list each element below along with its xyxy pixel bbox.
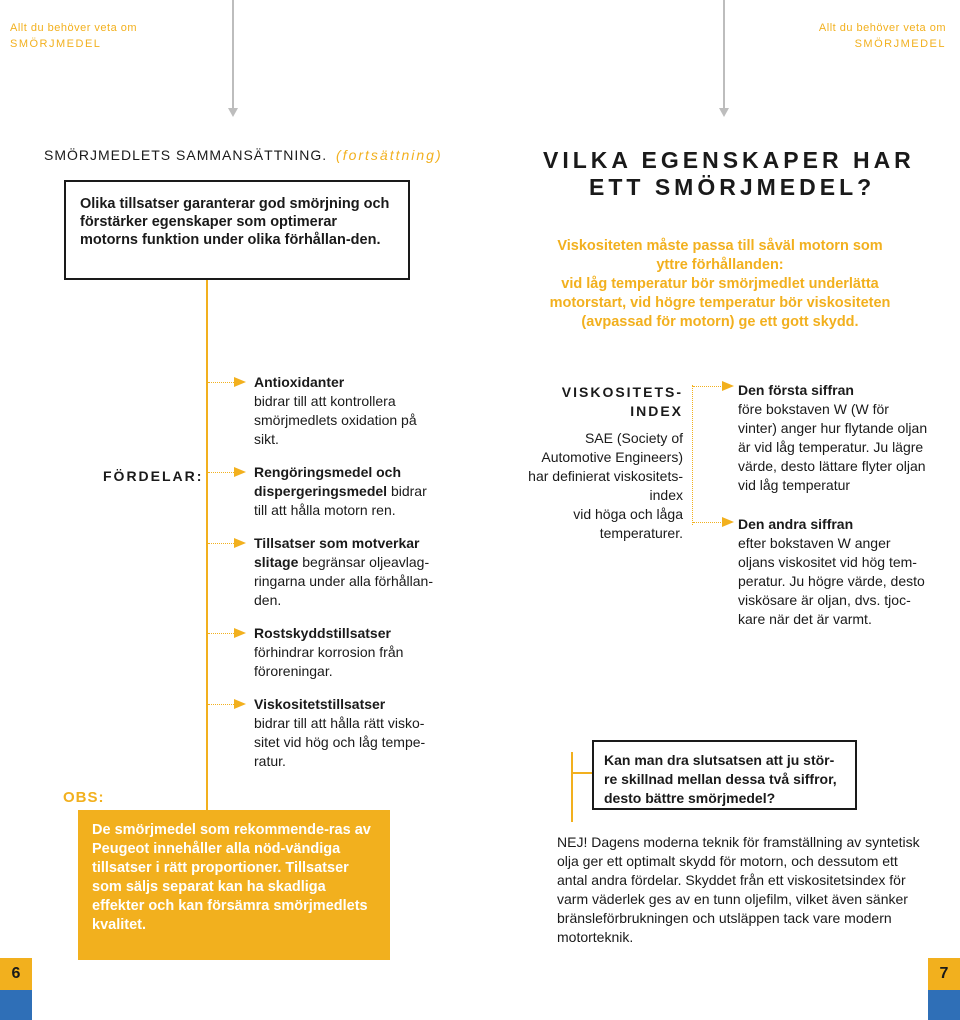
fordelar-label: FÖRDELAR: — [103, 468, 204, 484]
first-digit-block — [738, 381, 953, 495]
additive-line: ratur. — [254, 753, 286, 769]
viscosity-intro — [500, 237, 940, 332]
obs-box-text: De smörjmedel som rekommende-ras av Peugeot innehåller alla nöd-vändiga tillsatser i rätt proportioner. Tillsatser som säljs separat kan ha skadliga effekter och kan försämra smörjmedlets kvalitet. — [92, 822, 371, 933]
viscosity-intro-line: motorstart, vid högre temperatur bör viskositeten — [549, 295, 891, 311]
additive-line: bidrar till att kontrollera — [254, 393, 396, 409]
question-line: Kan man dra slutsatsen att ju stör- — [604, 752, 835, 768]
arrow-right-icon — [234, 699, 246, 709]
branch-line — [693, 386, 723, 387]
question-connector — [571, 752, 573, 822]
answer-line: Dagens moderna teknik för framställning av syntetisk — [591, 834, 920, 850]
additive-line: bidrar — [390, 483, 427, 499]
question-box — [592, 740, 857, 810]
additive-line: bidrar till att hålla rätt visko- — [254, 715, 425, 731]
answer-line: bränsleförbrukningen och utsläppen tack vare modern — [557, 910, 892, 926]
branch-line — [208, 543, 234, 544]
viscosity-intro-line: Viskositeten måste passa till såväl motorn som — [557, 238, 883, 254]
first-digit-line: är vid låg temperatur. Ju lägre — [738, 439, 924, 455]
arrow-right-icon — [234, 538, 246, 548]
page-bar-left — [0, 990, 32, 1020]
arrow-right-icon — [722, 517, 734, 527]
arrow-right-icon — [234, 467, 246, 477]
first-digit-line: före bokstaven W (W för — [738, 401, 889, 417]
second-digit-line: oljans viskositet vid hög tem- — [738, 554, 917, 570]
arrow-down-icon — [719, 108, 729, 117]
vi-title: INDEX — [630, 403, 683, 419]
right-title — [543, 147, 915, 201]
header-left — [10, 20, 137, 52]
arrow-right-icon — [234, 628, 246, 638]
tree-trunk — [206, 280, 208, 810]
second-digit-line: kare när det är varmt. — [738, 611, 872, 627]
branch-line — [208, 633, 234, 634]
intro-box — [64, 180, 410, 280]
branch-line — [208, 382, 234, 383]
branch-line — [693, 522, 723, 523]
additive-line: ringarna under alla förhållan- — [254, 573, 433, 589]
guide-line-left — [232, 0, 234, 110]
header-left-title: Allt du behöver veta om — [10, 22, 138, 34]
second-digit-title: Den andra siffran — [738, 516, 854, 532]
obs-label: OBS: — [63, 789, 105, 806]
additive-line: till att hålla motorn ren. — [254, 502, 396, 518]
first-digit-line: vid låg temperatur — [738, 477, 851, 493]
answer-line: varm väderlek ges av en tunn oljefilm, vilket även sänker — [557, 891, 908, 907]
branch-line — [208, 704, 234, 705]
page-number-right: 7 — [928, 958, 960, 990]
question-line: re skillnad mellan dessa två siffror, — [604, 771, 837, 787]
header-right-title: Allt du behöver veta om — [818, 22, 946, 34]
question-connector — [571, 772, 593, 774]
additive-title: Rengöringsmedel och — [254, 464, 402, 480]
section-title — [44, 147, 443, 163]
right-tree-trunk — [692, 385, 694, 525]
additive-line: förhindrar korrosion från — [254, 644, 404, 660]
first-digit-title: Den första siffran — [738, 382, 854, 398]
section-title-text: SMÖRJMEDLETS SAMMANSÄTTNING. — [44, 147, 328, 163]
additive-detergents — [254, 463, 454, 520]
additive-title: slitage — [254, 554, 299, 570]
vi-line: vid höga och låga — [573, 506, 683, 522]
branch-line — [208, 472, 234, 473]
additive-title: Antioxidanter — [254, 374, 345, 390]
additive-line: föroreningar. — [254, 663, 333, 679]
additive-title: dispergeringsmedel — [254, 483, 388, 499]
first-digit-line: värde, desto lättare flyter oljan — [738, 458, 926, 474]
answer-line: motorteknik. — [557, 929, 634, 945]
vi-line: har definierat viskositets- — [528, 468, 683, 484]
answer-line: antal andra fördelar. Skyddet från ett viskositetsindex för — [557, 872, 906, 888]
page-bar-right — [928, 990, 960, 1020]
viscosity-intro-line: vid låg temperatur bör smörjmedlet underlätta — [561, 276, 879, 292]
second-digit-line: viskösare är oljan, dvs. tjoc- — [738, 592, 911, 608]
additive-line: smörjmedlets oxidation på — [254, 412, 417, 428]
answer-nej: NEJ! — [557, 834, 588, 850]
additive-line: den. — [254, 592, 282, 608]
first-digit-line: vinter) anger hur flytande oljan — [738, 420, 928, 436]
header-right-subtitle: SMÖRJMEDEL — [854, 38, 946, 50]
additive-title: Viskositetstillsatser — [254, 696, 386, 712]
additive-antioxidants — [254, 373, 444, 449]
header-left-subtitle: SMÖRJMEDEL — [10, 38, 102, 50]
vi-line: index — [649, 487, 683, 503]
additive-antiwear — [254, 534, 454, 610]
second-digit-line: efter bokstaven W anger — [738, 535, 891, 551]
additive-title: Rostskyddstillsatser — [254, 625, 391, 641]
section-title-continued: (fortsättning) — [336, 147, 443, 163]
second-digit-line: peratur. Ju högre värde, desto — [738, 573, 925, 589]
additive-line: begränsar oljeavlag- — [302, 554, 430, 570]
additive-anticorrosion — [254, 624, 454, 681]
additive-viscosity — [254, 695, 454, 771]
viscosity-intro-line: (avpassad för motorn) ge ett gott skydd. — [581, 314, 859, 330]
viscosity-index-block — [500, 383, 683, 543]
vi-line: Automotive Engineers) — [541, 449, 683, 465]
vi-title: VISKOSITETS- — [561, 384, 683, 400]
intro-box-text: Olika tillsatser garanterar god smörjning och förstärker egenskaper som optimerar motorns funktion under olika förhållan-den. — [80, 196, 390, 248]
additive-line: sikt. — [254, 431, 279, 447]
right-title-line: ETT SMÖRJMEDEL? — [589, 174, 876, 200]
guide-line-right — [723, 0, 725, 110]
vi-line: temperaturer. — [599, 525, 683, 541]
additive-title: Tillsatser som motverkar — [254, 535, 420, 551]
viscosity-intro-line: yttre förhållanden: — [656, 257, 784, 273]
obs-box — [78, 810, 390, 960]
arrow-down-icon — [228, 108, 238, 117]
arrow-right-icon — [234, 377, 246, 387]
right-title-line: VILKA EGENSKAPER HAR — [543, 147, 915, 173]
page-number-left: 6 — [0, 958, 32, 990]
answer-line: olja ger ett optimalt skydd för motorn, och dessutom ett — [557, 853, 898, 869]
second-digit-block — [738, 515, 953, 629]
question-line: desto bättre smörjmedel? — [604, 790, 776, 806]
header-right — [819, 20, 946, 52]
answer-block — [557, 833, 947, 947]
arrow-right-icon — [722, 381, 734, 391]
additive-line: sitet vid hög och låg tempe- — [254, 734, 426, 750]
vi-line: SAE (Society of — [584, 430, 683, 446]
